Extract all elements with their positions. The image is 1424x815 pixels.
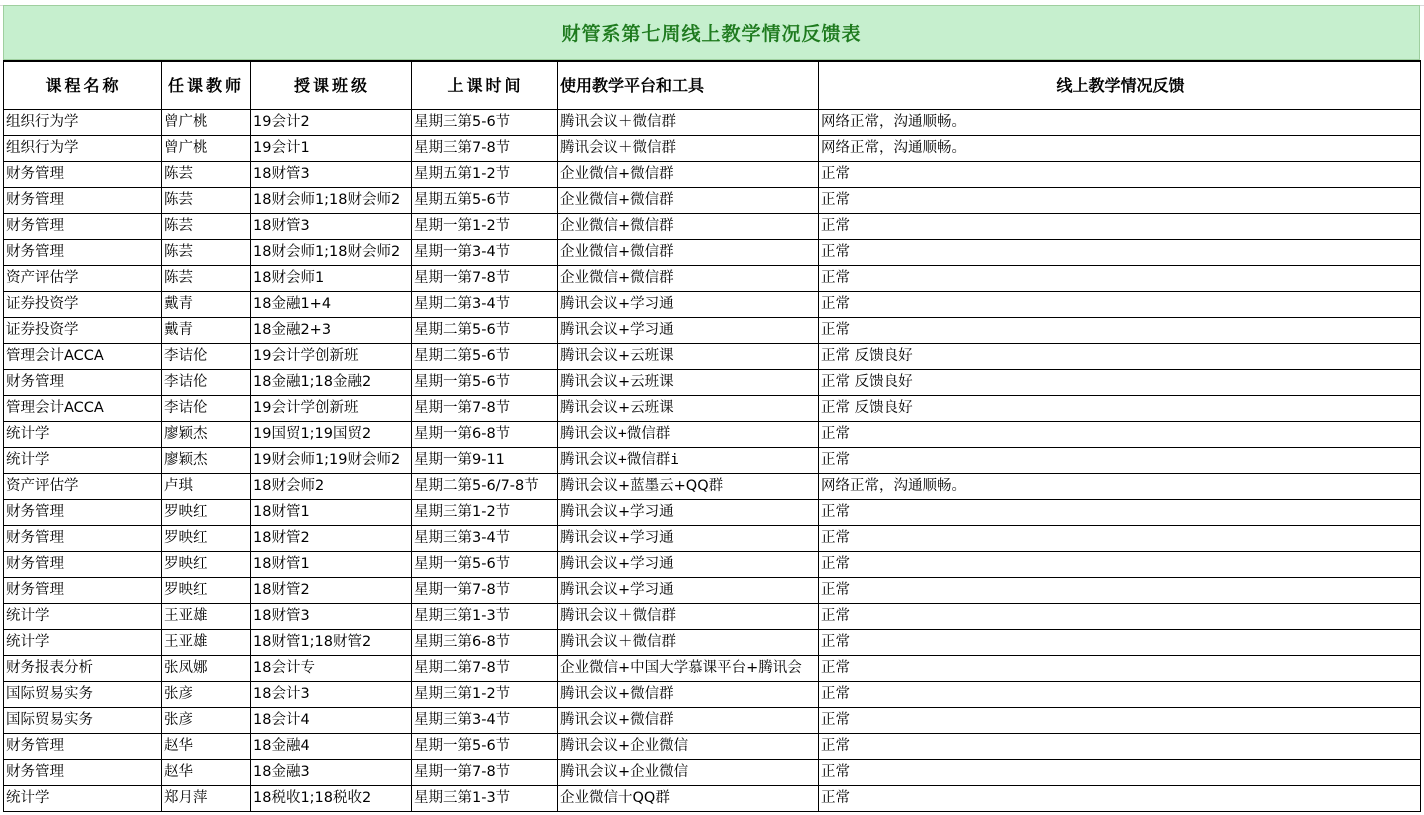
cell-time[interactable]: 星期二第5-6节 xyxy=(412,344,558,370)
cell-course[interactable]: 证券投资学 xyxy=(4,292,162,318)
table-row xyxy=(4,318,1421,344)
table-row xyxy=(4,708,1421,734)
cell-teacher[interactable]: 赵华 xyxy=(162,760,251,786)
cell-teacher[interactable]: 张凤娜 xyxy=(162,656,251,682)
cell-time[interactable]: 星期一第7-8节 xyxy=(412,266,558,292)
cell-feedback[interactable]: 正常 xyxy=(819,786,1421,812)
cell-platform[interactable]: 腾讯会议+学习通 xyxy=(558,500,819,526)
cell-time[interactable]: 星期一第3-4节 xyxy=(412,240,558,266)
cell-feedback[interactable]: 正常 xyxy=(819,708,1421,734)
cell-course[interactable]: 资产评估学 xyxy=(4,474,162,500)
cell-feedback[interactable]: 网络正常，沟通顺畅。 xyxy=(819,110,1421,136)
cell-feedback[interactable]: 正常 xyxy=(819,266,1421,292)
cell-time[interactable]: 星期一第7-8节 xyxy=(412,396,558,422)
cell-time[interactable]: 星期三第1-2节 xyxy=(412,500,558,526)
table-row xyxy=(4,422,1421,448)
cell-course[interactable]: 统计学 xyxy=(4,786,162,812)
cell-feedback[interactable]: 正常 xyxy=(819,760,1421,786)
header-course[interactable]: 课程名称 xyxy=(4,61,162,110)
cell-platform[interactable]: 企业微信+微信群 xyxy=(558,162,819,188)
cell-course[interactable]: 统计学 xyxy=(4,604,162,630)
cell-platform[interactable]: 腾讯会议+学习通 xyxy=(558,552,819,578)
cell-teacher[interactable]: 陈芸 xyxy=(162,240,251,266)
cell-time[interactable]: 星期三第3-4节 xyxy=(412,526,558,552)
cell-class[interactable]: 18财管2 xyxy=(251,526,412,552)
cell-feedback[interactable]: 正常 xyxy=(819,500,1421,526)
feedback-table xyxy=(3,60,1421,812)
cell-teacher[interactable]: 陈芸 xyxy=(162,188,251,214)
cell-teacher[interactable]: 赵华 xyxy=(162,734,251,760)
cell-time[interactable]: 星期三第1-3节 xyxy=(412,604,558,630)
cell-course[interactable]: 证券投资学 xyxy=(4,318,162,344)
cell-platform[interactable]: 腾讯会议+云班课 xyxy=(558,370,819,396)
cell-course[interactable]: 财务管理 xyxy=(4,214,162,240)
table-row xyxy=(4,786,1421,812)
cell-feedback[interactable]: 正常 xyxy=(819,188,1421,214)
cell-platform[interactable]: 腾讯会议+学习通 xyxy=(558,292,819,318)
cell-time[interactable]: 星期二第5-6节 xyxy=(412,318,558,344)
cell-platform[interactable]: 腾讯会议＋微信群 xyxy=(558,604,819,630)
cell-time[interactable]: 星期一第6-8节 xyxy=(412,422,558,448)
cell-platform[interactable]: 企业微信+微信群 xyxy=(558,214,819,240)
header-platform[interactable]: 使用教学平台和工具 xyxy=(558,61,819,110)
cell-time[interactable]: 星期二第3-4节 xyxy=(412,292,558,318)
cell-feedback[interactable]: 正常 xyxy=(819,682,1421,708)
cell-platform[interactable]: 腾讯会议+微信群 xyxy=(558,708,819,734)
cell-class[interactable]: 18金融2+3 xyxy=(251,318,412,344)
cell-class[interactable]: 18金融4 xyxy=(251,734,412,760)
cell-time[interactable]: 星期三第1-3节 xyxy=(412,786,558,812)
cell-time[interactable]: 星期三第5-6节 xyxy=(412,110,558,136)
cell-feedback[interactable]: 正常 xyxy=(819,292,1421,318)
cell-time[interactable]: 星期三第7-8节 xyxy=(412,136,558,162)
cell-platform[interactable]: 腾讯会议+学习通 xyxy=(558,318,819,344)
cell-teacher[interactable]: 郑月萍 xyxy=(162,786,251,812)
cell-platform[interactable]: 腾讯会议+云班课 xyxy=(558,344,819,370)
cell-course[interactable]: 财务报表分析 xyxy=(4,656,162,682)
table-row xyxy=(4,344,1421,370)
cell-teacher[interactable]: 戴青 xyxy=(162,292,251,318)
cell-feedback[interactable]: 正常 xyxy=(819,734,1421,760)
cell-teacher[interactable]: 陈芸 xyxy=(162,162,251,188)
cell-course[interactable]: 国际贸易实务 xyxy=(4,708,162,734)
header-teacher[interactable]: 任课教师 xyxy=(162,61,251,110)
cell-teacher[interactable]: 陈芸 xyxy=(162,214,251,240)
cell-teacher[interactable]: 曾广桃 xyxy=(162,110,251,136)
cell-class[interactable]: 18会计3 xyxy=(251,682,412,708)
cell-course[interactable]: 管理会计ACCA xyxy=(4,344,162,370)
cell-platform[interactable]: 企业微信+微信群 xyxy=(558,188,819,214)
cell-feedback[interactable]: 正常 反馈良好 xyxy=(819,370,1421,396)
cell-teacher[interactable]: 张彦 xyxy=(162,682,251,708)
cell-course[interactable]: 财务管理 xyxy=(4,760,162,786)
table-row xyxy=(4,500,1421,526)
cell-class[interactable]: 18财会师1;18财会师2 xyxy=(251,240,412,266)
cell-platform[interactable]: 腾讯会议+微信群i xyxy=(558,448,819,474)
cell-time[interactable]: 星期三第1-2节 xyxy=(412,682,558,708)
cell-course[interactable]: 组织行为学 xyxy=(4,136,162,162)
table-row xyxy=(4,760,1421,786)
cell-platform[interactable]: 企业微信+中国大学慕课平台+腾讯会 xyxy=(558,656,819,682)
cell-course[interactable]: 组织行为学 xyxy=(4,110,162,136)
cell-time[interactable]: 星期一第7-8节 xyxy=(412,578,558,604)
cell-feedback[interactable]: 正常 xyxy=(819,630,1421,656)
cell-platform[interactable]: 腾讯会议+学习通 xyxy=(558,578,819,604)
cell-feedback[interactable]: 正常 反馈良好 xyxy=(819,344,1421,370)
cell-teacher[interactable]: 张彦 xyxy=(162,708,251,734)
cell-course[interactable]: 统计学 xyxy=(4,630,162,656)
cell-feedback[interactable]: 网络正常，沟通顺畅。 xyxy=(819,474,1421,500)
cell-teacher[interactable]: 李诘伦 xyxy=(162,344,251,370)
cell-course[interactable]: 资产评估学 xyxy=(4,266,162,292)
cell-class[interactable]: 18金融1+4 xyxy=(251,292,412,318)
cell-time[interactable]: 星期三第3-4节 xyxy=(412,708,558,734)
cell-class[interactable]: 18财管2 xyxy=(251,578,412,604)
cell-feedback[interactable]: 正常 xyxy=(819,526,1421,552)
cell-course[interactable]: 统计学 xyxy=(4,448,162,474)
cell-platform[interactable]: 腾讯会议+学习通 xyxy=(558,526,819,552)
cell-class[interactable]: 18会计4 xyxy=(251,708,412,734)
cell-course[interactable]: 财务管理 xyxy=(4,552,162,578)
cell-teacher[interactable]: 卢琪 xyxy=(162,474,251,500)
cell-time[interactable]: 星期五第5-6节 xyxy=(412,188,558,214)
table-row xyxy=(4,552,1421,578)
cell-course[interactable]: 财务管理 xyxy=(4,734,162,760)
header-row xyxy=(4,61,1421,110)
cell-class[interactable]: 19会计1 xyxy=(251,136,412,162)
sheet-title: 财管系第七周线上教学情况反馈表 xyxy=(561,23,862,45)
cell-class[interactable]: 18会计专 xyxy=(251,656,412,682)
cell-class[interactable]: 18税收1;18税收2 xyxy=(251,786,412,812)
cell-class[interactable]: 19会计学创新班 xyxy=(251,344,412,370)
cell-time[interactable]: 星期一第9-11 xyxy=(412,448,558,474)
cell-teacher[interactable]: 李诘伦 xyxy=(162,370,251,396)
header-time[interactable]: 上课时间 xyxy=(412,61,558,110)
cell-platform[interactable]: 腾讯会议+云班课 xyxy=(558,396,819,422)
table-row xyxy=(4,162,1421,188)
table-row xyxy=(4,292,1421,318)
table-row xyxy=(4,682,1421,708)
cell-teacher[interactable]: 李诘伦 xyxy=(162,396,251,422)
cell-feedback[interactable]: 网络正常，沟通顺畅。 xyxy=(819,136,1421,162)
table-row xyxy=(4,370,1421,396)
cell-platform[interactable]: 腾讯会议＋微信群 xyxy=(558,630,819,656)
table-body xyxy=(4,110,1421,812)
cell-feedback[interactable]: 正常 xyxy=(819,240,1421,266)
cell-feedback[interactable]: 正常 xyxy=(819,578,1421,604)
cell-feedback[interactable]: 正常 xyxy=(819,604,1421,630)
table-row xyxy=(4,396,1421,422)
cell-course[interactable]: 统计学 xyxy=(4,422,162,448)
cell-feedback[interactable]: 正常 xyxy=(819,552,1421,578)
cell-class[interactable]: 19会计学创新班 xyxy=(251,396,412,422)
table-row xyxy=(4,266,1421,292)
cell-platform[interactable]: 企业微信+微信群 xyxy=(558,240,819,266)
table-row xyxy=(4,240,1421,266)
cell-feedback[interactable]: 正常 xyxy=(819,214,1421,240)
cell-time[interactable]: 星期二第7-8节 xyxy=(412,656,558,682)
cell-time[interactable]: 星期三第6-8节 xyxy=(412,630,558,656)
cell-course[interactable]: 国际贸易实务 xyxy=(4,682,162,708)
cell-platform[interactable]: 腾讯会议+企业微信 xyxy=(558,760,819,786)
cell-feedback[interactable]: 正常 xyxy=(819,422,1421,448)
cell-teacher[interactable]: 王亚雄 xyxy=(162,630,251,656)
cell-teacher[interactable]: 罗映红 xyxy=(162,578,251,604)
table-row xyxy=(4,578,1421,604)
cell-feedback[interactable]: 正常 反馈良好 xyxy=(819,396,1421,422)
cell-time[interactable]: 星期一第7-8节 xyxy=(412,760,558,786)
cell-time[interactable]: 星期一第5-6节 xyxy=(412,370,558,396)
cell-teacher[interactable]: 罗映红 xyxy=(162,552,251,578)
cell-platform[interactable]: 企业微信+微信群 xyxy=(558,266,819,292)
cell-class[interactable]: 18财管1 xyxy=(251,500,412,526)
table-row xyxy=(4,526,1421,552)
cell-course[interactable]: 财务管理 xyxy=(4,240,162,266)
table-row xyxy=(4,214,1421,240)
header-class[interactable]: 授课班级 xyxy=(251,61,412,110)
cell-class[interactable]: 18财管3 xyxy=(251,214,412,240)
cell-feedback[interactable]: 正常 xyxy=(819,318,1421,344)
table-row xyxy=(4,448,1421,474)
table-row xyxy=(4,734,1421,760)
cell-feedback[interactable]: 正常 xyxy=(819,656,1421,682)
cell-class[interactable]: 18财会师1;18财会师2 xyxy=(251,188,412,214)
table-row xyxy=(4,110,1421,136)
cell-class[interactable]: 18财会师2 xyxy=(251,474,412,500)
cell-course[interactable]: 管理会计ACCA xyxy=(4,396,162,422)
cell-course[interactable]: 财务管理 xyxy=(4,162,162,188)
cell-platform[interactable]: 腾讯会议+企业微信 xyxy=(558,734,819,760)
table-row xyxy=(4,474,1421,500)
cell-platform[interactable]: 腾讯会议＋微信群 xyxy=(558,110,819,136)
cell-teacher[interactable]: 罗映红 xyxy=(162,500,251,526)
cell-course[interactable]: 财务管理 xyxy=(4,578,162,604)
cell-time[interactable]: 星期二第5-6/7-8节 xyxy=(412,474,558,500)
cell-teacher[interactable]: 曾广桃 xyxy=(162,136,251,162)
cell-time[interactable]: 星期五第1-2节 xyxy=(412,162,558,188)
cell-class[interactable]: 18金融3 xyxy=(251,760,412,786)
cell-course[interactable]: 财务管理 xyxy=(4,370,162,396)
cell-class[interactable]: 19国贸1;19国贸2 xyxy=(251,422,412,448)
cell-class[interactable]: 19财会师1;19财会师2 xyxy=(251,448,412,474)
cell-platform[interactable]: 腾讯会议+蓝墨云+QQ群 xyxy=(558,474,819,500)
cell-class[interactable]: 18财管3 xyxy=(251,162,412,188)
cell-teacher[interactable]: 廖颖杰 xyxy=(162,448,251,474)
cell-course[interactable]: 财务管理 xyxy=(4,188,162,214)
cell-time[interactable]: 星期一第5-6节 xyxy=(412,734,558,760)
cell-feedback[interactable]: 正常 xyxy=(819,448,1421,474)
cell-platform[interactable]: 企业微信十QQ群 xyxy=(558,786,819,812)
cell-teacher[interactable]: 廖颖杰 xyxy=(162,422,251,448)
cell-class[interactable]: 18财会师1 xyxy=(251,266,412,292)
header-feedback[interactable]: 线上教学情况反馈 xyxy=(819,61,1421,110)
cell-feedback[interactable]: 正常 xyxy=(819,162,1421,188)
cell-teacher[interactable]: 陈芸 xyxy=(162,266,251,292)
cell-teacher[interactable]: 罗映红 xyxy=(162,526,251,552)
cell-class[interactable]: 19会计2 xyxy=(251,110,412,136)
table-row xyxy=(4,188,1421,214)
cell-platform[interactable]: 腾讯会议＋微信群 xyxy=(558,136,819,162)
cell-class[interactable]: 18金融1;18金融2 xyxy=(251,370,412,396)
cell-time[interactable]: 星期一第5-6节 xyxy=(412,552,558,578)
cell-class[interactable]: 18财管1;18财管2 xyxy=(251,630,412,656)
table-row xyxy=(4,604,1421,630)
table-row xyxy=(4,630,1421,656)
table-row xyxy=(4,656,1421,682)
cell-course[interactable]: 财务管理 xyxy=(4,526,162,552)
table-row xyxy=(4,136,1421,162)
cell-time[interactable]: 星期一第1-2节 xyxy=(412,214,558,240)
cell-teacher[interactable]: 戴青 xyxy=(162,318,251,344)
sheet-title-cell[interactable] xyxy=(3,5,1420,60)
cell-platform[interactable]: 腾讯会议+微信群 xyxy=(558,682,819,708)
cell-class[interactable]: 18财管3 xyxy=(251,604,412,630)
cell-platform[interactable]: 腾讯会议+微信群 xyxy=(558,422,819,448)
cell-teacher[interactable]: 王亚雄 xyxy=(162,604,251,630)
cell-course[interactable]: 财务管理 xyxy=(4,500,162,526)
cell-class[interactable]: 18财管1 xyxy=(251,552,412,578)
